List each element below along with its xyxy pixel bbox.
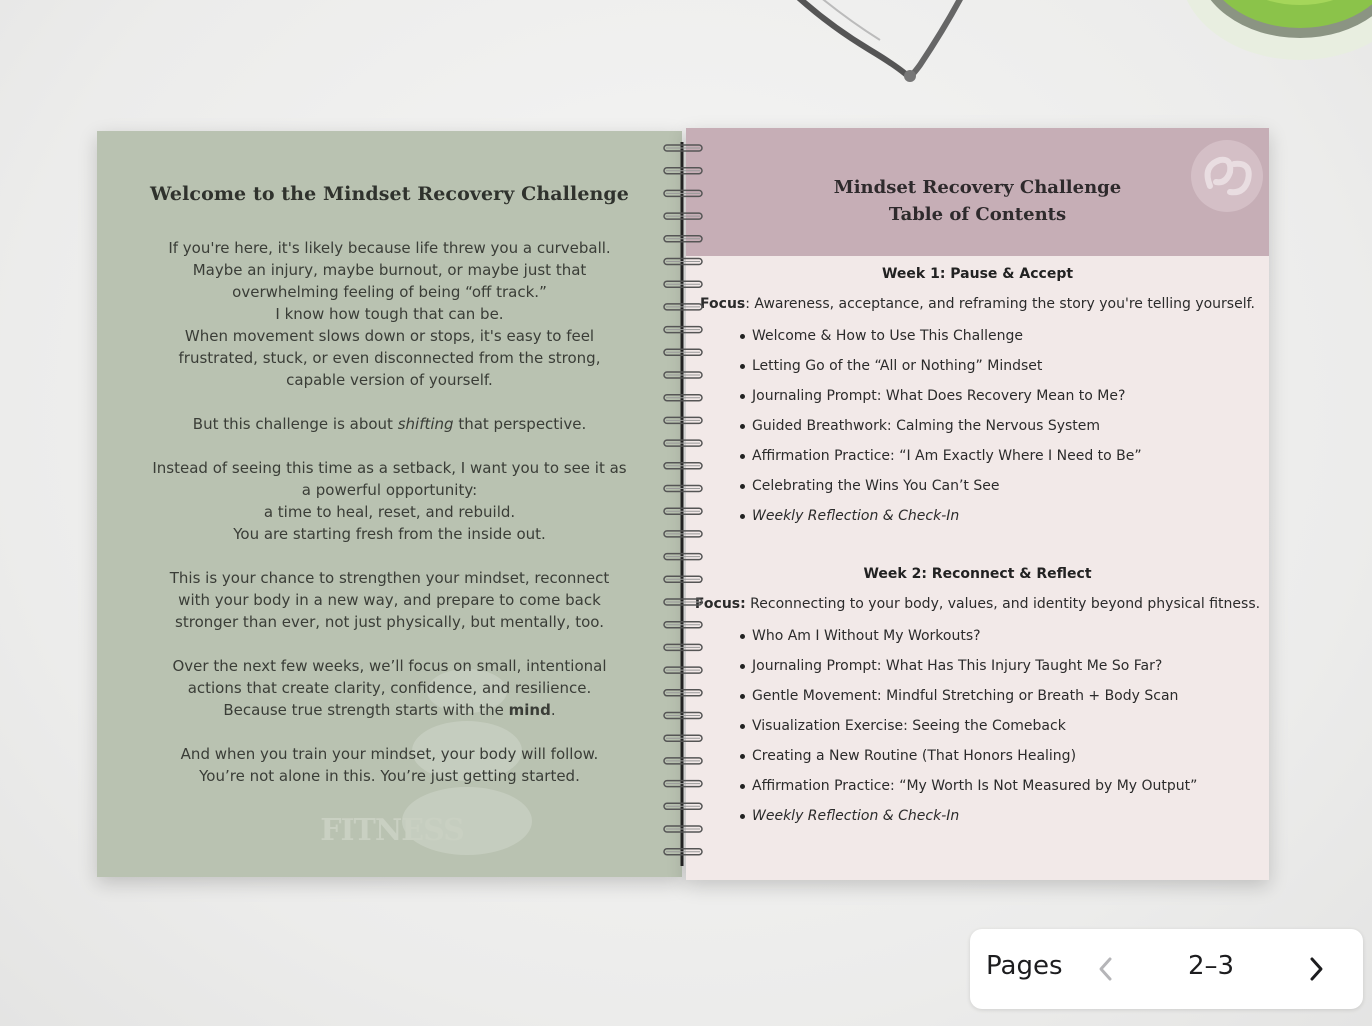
text-line: actions that create clarity, confidence, and resilience. <box>187 679 592 697</box>
text-line <box>147 699 632 721</box>
chevron-left-icon[interactable] <box>1092 951 1120 987</box>
text-line: I know how tough that can be. <box>275 305 504 323</box>
list-item <box>740 416 1260 446</box>
list-item <box>740 776 1260 806</box>
week-1-focus <box>686 296 1269 312</box>
week-2-title: Week 2: Reconnect & Reflect <box>863 566 1092 582</box>
list-item-text: Affirmation Practice: “I Am Exactly Where I Need to Be” <box>752 448 1142 464</box>
welcome-paragraph-1 <box>147 237 632 391</box>
list-item-text: Guided Breathwork: Calming the Nervous System <box>752 418 1101 434</box>
toc-title <box>686 174 1269 228</box>
list-item <box>740 656 1260 686</box>
focus-text: Reconnecting to your body, values, and identity beyond physical fitness. <box>745 596 1261 612</box>
list-item-text: Creating a New Routine (That Honors Healing) <box>752 748 1077 764</box>
text-line: Maybe an injury, maybe burnout, or maybe just that <box>192 261 587 279</box>
text-line: overwhelming feeling of being “off track.” <box>232 283 547 301</box>
text-line: a time to heal, reset, and rebuild. <box>263 503 516 521</box>
emphasis-text: shifting <box>397 415 454 433</box>
text-span: But this challenge is about <box>192 415 398 433</box>
text-span: that perspective. <box>453 415 587 433</box>
list-item-text: Weekly Reflection & Check-In <box>752 508 960 524</box>
text-line: Instead of seeing this time as a setback, I want you to see it as <box>152 459 627 477</box>
toc-header <box>686 128 1269 256</box>
text-span: . <box>550 701 556 719</box>
text-line: And when you train your mindset, your body will follow. <box>180 745 599 763</box>
welcome-page <box>97 131 682 877</box>
spiral-binding <box>660 142 706 866</box>
text-line: When movement slows down or stops, it's easy to feel <box>184 327 595 345</box>
pages-label: Pages <box>986 951 1063 981</box>
list-item <box>740 326 1260 356</box>
list-item <box>740 476 1260 506</box>
text-line: Over the next few weeks, we’ll focus on small, intentional <box>172 657 607 675</box>
list-item <box>740 746 1260 776</box>
welcome-paragraph-3 <box>147 457 632 545</box>
welcome-paragraph-2 <box>147 413 632 435</box>
chevron-right-icon[interactable] <box>1302 951 1330 987</box>
welcome-paragraph-6 <box>147 743 632 787</box>
list-item-text: Letting Go of the “All or Nothing” Mindset <box>752 358 1043 374</box>
text-line: with your body in a new way, and prepare to come back <box>178 591 601 609</box>
list-item <box>740 506 1260 536</box>
week-2-focus <box>686 596 1269 612</box>
list-item-text: Gentle Movement: Mindful Stretching or Breath + Body Scan <box>752 688 1179 704</box>
text-line: frustrated, stuck, or even disconnected from the strong, <box>178 349 601 367</box>
text-line: You’re not alone in this. You’re just getting started. <box>199 767 580 785</box>
toc-title-line-1: Mindset Recovery Challenge <box>833 177 1122 198</box>
welcome-body <box>147 237 632 809</box>
eyeglasses-decor <box>760 0 990 90</box>
text-line: stronger than ever, not just physically, but mentally, too. <box>175 613 604 631</box>
week-2-list <box>740 626 1260 836</box>
list-item-text: Weekly Reflection & Check-In <box>752 808 960 824</box>
focus-label: Focus: <box>694 596 746 612</box>
fitness-logo: FITNESS <box>320 813 464 848</box>
list-item-text: Visualization Exercise: Seeing the Comeback <box>752 718 1066 734</box>
list-item <box>740 806 1260 836</box>
welcome-paragraph-5 <box>147 655 632 721</box>
text-line: This is your chance to strengthen your mindset, reconnect <box>169 569 610 587</box>
list-item-text: Celebrating the Wins You Can’t See <box>752 478 1000 494</box>
list-item <box>740 686 1260 716</box>
text-line: a powerful opportunity: <box>301 481 478 499</box>
list-item-text: Journaling Prompt: What Has This Injury Taught Me So Far? <box>752 658 1163 674</box>
page-navigator <box>970 929 1363 1009</box>
focus-text: : Awareness, acceptance, and reframing the story you're telling yourself. <box>745 296 1255 312</box>
list-item-text: Journaling Prompt: What Does Recovery Mean to Me? <box>752 388 1126 404</box>
list-item <box>740 356 1260 386</box>
welcome-paragraph-4 <box>147 567 632 633</box>
list-item <box>740 716 1260 746</box>
page-range: 2–3 <box>1187 951 1235 981</box>
list-item-text: Who Am I Without My Workouts? <box>752 628 981 644</box>
toc-title-line-2: Table of Contents <box>888 204 1067 225</box>
text-line: You are starting fresh from the inside out. <box>233 525 546 543</box>
green-cup-decor <box>1150 0 1372 60</box>
welcome-title: Welcome to the Mindset Recovery Challenge <box>150 183 629 205</box>
list-item <box>740 446 1260 476</box>
bold-text: mind <box>508 701 551 719</box>
list-item-text: Welcome & How to Use This Challenge <box>752 328 1024 344</box>
list-item <box>740 386 1260 416</box>
table-of-contents-page <box>686 128 1269 880</box>
text-line: capable version of yourself. <box>286 371 493 389</box>
text-line: If you're here, it's likely because life threw you a curveball. <box>168 239 611 257</box>
list-item <box>740 626 1260 656</box>
list-item-text: Affirmation Practice: “My Worth Is Not Measured by My Output” <box>752 778 1198 794</box>
text-span: Because true strength starts with the <box>223 701 509 719</box>
focus-label: Focus <box>700 296 746 312</box>
week-1-title: Week 1: Pause & Accept <box>881 266 1074 282</box>
week-1-list <box>740 326 1260 536</box>
